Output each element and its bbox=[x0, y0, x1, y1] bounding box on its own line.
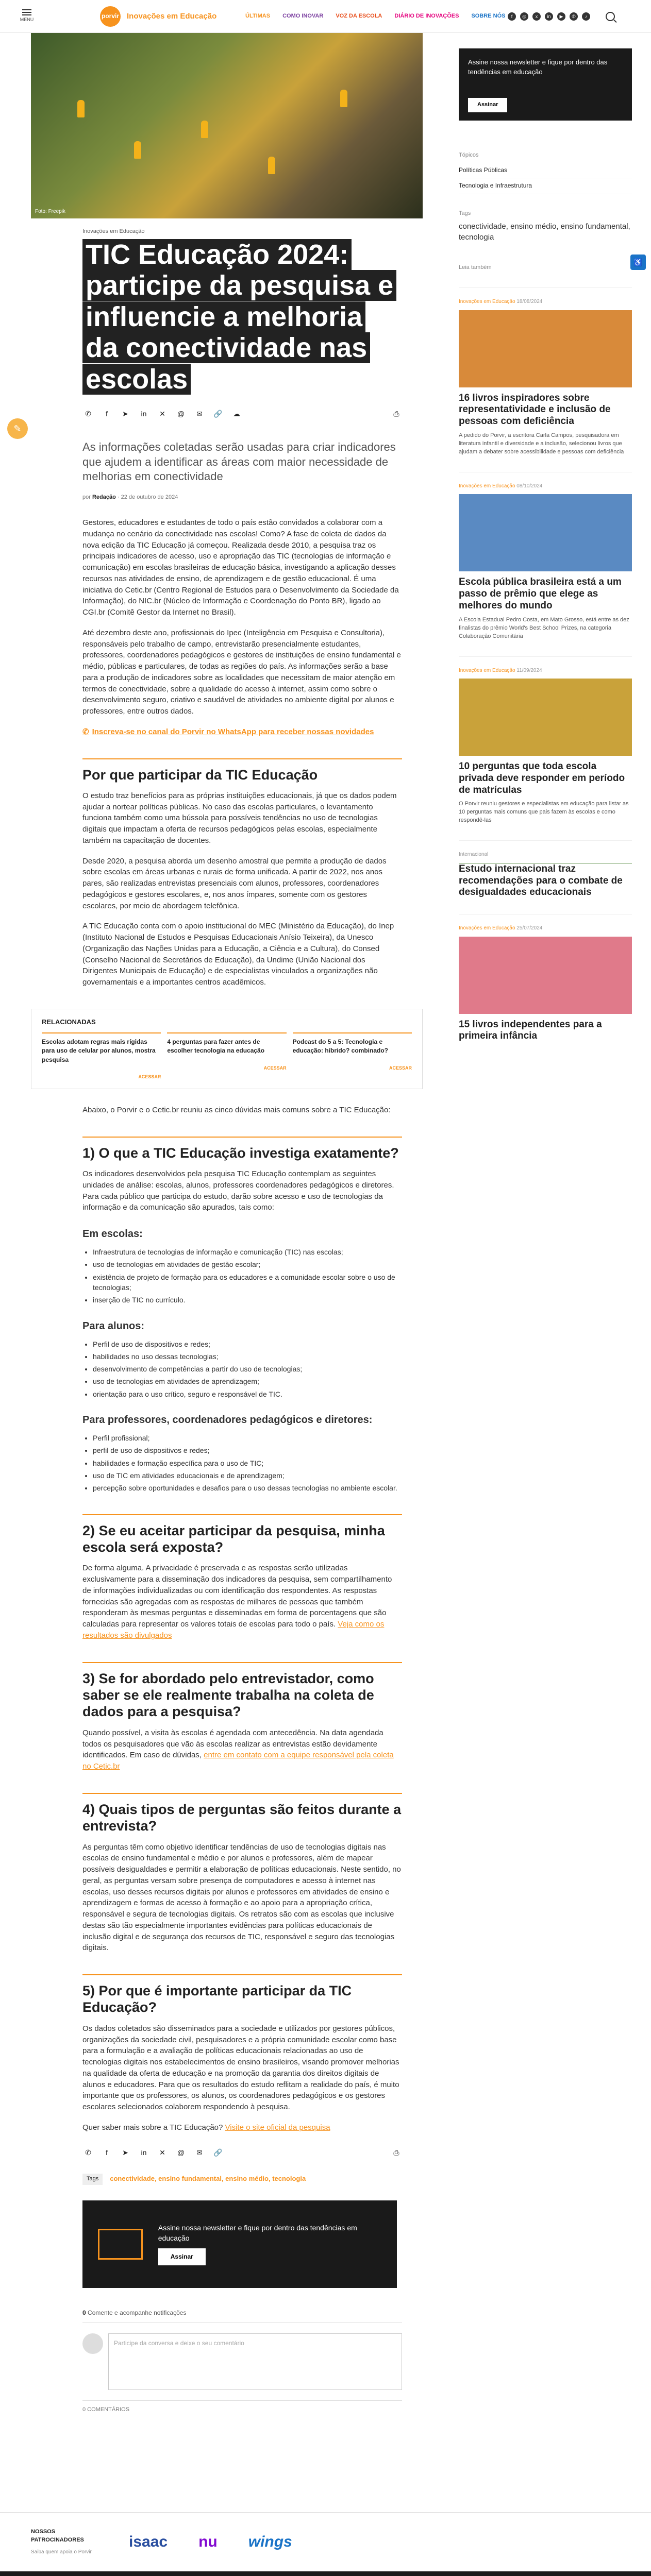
paragraph: Gestores, educadores e estudantes de todo o país estão convidados a colaborar com a mudança no cenário da conectividade nas escolas! Como? A fase de coleta de dados da nova edição da TIC Educação já começou. Realizada desde 2010, a pesquisa traz os principais indicadores de acesso, uso e apropriação das TIC (tecnologias de informação e comunicação) em escolas brasileiras de educação básica, investigando a aplicação desses recursos nas atividades de ensino, de aprendizagem e de gestão educacional. É uma iniciativa do Cetic.br (Centro Regional de Estudos para o Desenvolvimento da Sociedade da Informação), do NIC.br (Núcleo de Informação e Coordenação do Ponto BR), ligado ao CGI.br (Comitê Gestor da Internet no Brasil). bbox=[82, 518, 399, 617]
print-icon[interactable]: ⎙ bbox=[393, 2148, 399, 2157]
question-heading: 3) Se for abordado pelo entrevistador, como saber se ele realmente trabalha na coleta de dados para a pesquisa? bbox=[82, 1662, 402, 1720]
paragraph: Até dezembro deste ano, profissionais do Ipec (Inteligência em Pesquisa e Consultoria), responsáveis pelo trabalho de campo, entrevistarão presencialmente estudantes, professores, coordenadores pedagógicos e gestores de instituições de ensino fundamental e médio, públicas e particulares, de todas as regiões do país. As informações serão a base para a produção de indicadores sobre as localidades que necessitam de maior atenção em termos de conectividade, sobre a qualidade do acesso à internet, assim como sobre o desenvolvimento seguro, criativo e saudável de atividades no ambiente digital por alunos e professores, entre outros dados. bbox=[82, 628, 401, 716]
news-title[interactable]: 16 livros inspiradores sobre representatividade e inclusão de pessoas com deficiência bbox=[459, 392, 611, 427]
sidebar-newsletter: Assine nossa newsletter e fique por dentro das tendências em educação Assinar bbox=[459, 48, 632, 121]
x-icon[interactable]: x bbox=[532, 12, 541, 21]
sidebar-news-item[interactable]: Internacional Estudo internacional traz recomendações para o combate de desigualdades educacionais bbox=[459, 840, 632, 899]
facebook-icon[interactable]: f bbox=[508, 12, 516, 21]
sponsor-logo[interactable]: wings bbox=[248, 2533, 292, 2551]
whatsapp-share-icon[interactable]: ✆ bbox=[85, 410, 91, 418]
news-title[interactable]: Estudo internacional traz recomendações para o combate de desigualdades educacionais bbox=[459, 863, 623, 898]
sidebar bbox=[459, 33, 632, 2419]
nav-voz-da-escola[interactable]: VOZ DA ESCOLA bbox=[336, 12, 382, 19]
top-nav bbox=[245, 12, 505, 21]
facebook-share-icon[interactable]: f bbox=[106, 2148, 108, 2157]
question-heading: 1) O que a TIC Educação investiga exatamente? bbox=[82, 1137, 402, 1161]
sidebar-tags-label: Tags bbox=[459, 210, 471, 216]
article-title: TIC Educação 2024: participe da pesquisa e influencie a melhoria da conectividade nas escolas bbox=[82, 239, 402, 395]
sponsors-label: NOSSOS PATROCINADORES Saiba quem apoia o Porvir bbox=[31, 2528, 92, 2555]
section-heading: Por que participar da TIC Educação bbox=[82, 758, 402, 783]
hamburger-icon bbox=[22, 9, 31, 15]
envelope-icon bbox=[98, 2229, 143, 2260]
newsletter-text: Assine nossa newsletter e fique por dentro das tendências em educação bbox=[158, 2223, 357, 2242]
linkedin-icon[interactable]: in bbox=[545, 12, 553, 21]
whatsapp-icon[interactable]: ✆ bbox=[570, 12, 578, 21]
sidebar-news-item[interactable]: Inovações em Educação 25/07/2024 15 livros independentes para a primeira infância bbox=[459, 914, 632, 1042]
search-icon[interactable] bbox=[606, 12, 615, 21]
paragraph: Quer saber mais sobre a TIC Educação? Visite o site oficial da pesquisa bbox=[82, 2123, 330, 2132]
paragraph: Desde 2020, a pesquisa aborda um desenho amostral que permite a produção de dados sobre escolas em áreas urbanas e rurais de forma unificada. A partir de 2022, nos anos pares, são realizadas entrevistas presenciais com alunos, professores, coordenadores pedagógicos e gestores escolares, e, nos anos ímpares, somente com os gestores escolares, por meio de abordagem telefônica. bbox=[82, 856, 387, 910]
nav-sobre[interactable]: SOBRE NÓS bbox=[471, 12, 506, 19]
topic-item[interactable]: Tecnologia e Infraestrutura bbox=[459, 178, 632, 194]
article bbox=[31, 33, 423, 2419]
paragraph: As perguntas têm como objetivo identificar tendências de uso de tecnologias digitais nas escolas de ensino fundamental e médio e por alunos e professores, além de mapear possíveis desigualdades e permitir a elaboração de políticas educacionais. Neste sentido, no geral, as perguntas versam sobre presença de computadores e acesso à internet nas escolas, uso desses recursos digitais por alunos e professores em atividades de ensino e aprendizagem e formas de acesso à formação e ao apoio para a apropriação crítica, responsável e segura de tecnologias digitais. Os retratos são com as escolas que inclusive destas são tão especialmente importantes evidências para políticas educacionais de inclusão digital e de segurança dos recursos de TIC, responsável e seguro das tecnologias digitais. bbox=[82, 1842, 401, 1953]
results-link[interactable]: Veja como os resultados são divulgados bbox=[82, 1620, 385, 1640]
paragraph: Os dados coletados são disseminados para a sociedade e utilizados por gestores públicos, organizações da sociedade civil, pesquisadores e a própria comunidade escolar como base para a formulação e a avaliação de políticas educacionais relacionadas ao uso de tecnologias digitais nos estabelecimentos de ensino brasileiros, visando promover melhorias na qualidade da oferta de educação e na promoção da garantia dos direitos digitais de alunos e educadores. Para que os resultados do estudo reflitam a realidade do país, é muito importante que os professores, os alunos, os coordenadores pedagógicos e os gestores escolares selecionados colaborem respondendo à pesquisa. bbox=[82, 2024, 399, 2112]
facebook-share-icon[interactable]: f bbox=[106, 410, 108, 418]
telegram-share-icon[interactable]: ➤ bbox=[122, 410, 128, 418]
sponsor-logo[interactable]: nu bbox=[198, 2533, 218, 2551]
news-desc: O Porvir reuniu gestores e especialistas em educação para listar as 10 perguntas mais comuns que pais fazem às escolas e como respondê-las bbox=[459, 801, 629, 824]
author[interactable]: Redação bbox=[92, 494, 116, 501]
paragraph: Quando possível, a visita às escolas é agendada com antecedência. Na data agendada todos os pesquisadores que vão às escolas realizar as entrevistas estão devidamente identificados. Em caso de dúvidas, entre em contato com a equipe responsável pela coleta no Cetic.br bbox=[82, 1728, 394, 1771]
news-title[interactable]: Escola pública brasileira está a um passo de prêmio que elege as melhores do mundo bbox=[459, 577, 622, 611]
comments-title: 0 Comente e acompanhe notificações bbox=[82, 2309, 402, 2323]
article-lead: As informações coletadas serão usadas para criar indicadores que ajudem a identificar as áreas com maior necessidade de melhorias em conectividade bbox=[82, 440, 396, 483]
article-kicker[interactable]: Inovações em Educação bbox=[82, 228, 145, 234]
sponsor-logo[interactable]: isaac bbox=[129, 2533, 168, 2551]
threads-share-icon[interactable]: @ bbox=[177, 410, 185, 418]
related-label: RELACIONADAS bbox=[42, 1018, 96, 1026]
bluesky-share-icon[interactable]: ☁ bbox=[233, 410, 240, 418]
site-header bbox=[0, 0, 651, 33]
youtube-icon[interactable]: ▶ bbox=[557, 12, 565, 21]
comment-input[interactable]: Participe da conversa e deixe o seu comentário bbox=[108, 2333, 402, 2390]
paragraph: Os indicadores desenvolvidos pela pesquisa TIC Educação contemplam as seguintes unidades de análise: escolas, alunos, professores coordenadores pedagógicos e diretores. Para cada público que participa do estudo, darão sobre acesso e uso de tecnologias da informação e da comunicação são apurados, tais como: bbox=[82, 1170, 394, 1212]
schools-list bbox=[93, 1247, 402, 1305]
paragraph: Abaixo, o Porvir e o Cetic.br reuniu as cinco dúvidas mais comuns sobre a TIC Educação: bbox=[82, 1105, 391, 1114]
news-thumbnail[interactable] bbox=[459, 310, 632, 387]
list-item: • percepção sobre oportunidades e desafios para o uso dessas tecnologias no ambiente escolar. bbox=[93, 1483, 402, 1493]
paragraph: A TIC Educação conta com o apoio institucional do MEC (Ministério da Educação), do Inep (Instituto Nacional de Estudos e Pesquisas Educacionais Anísio Teixeira), da Unesco (Organização das Nações Unidas para a Educação, a Ciência e a Cultura), do Consed (Conselho Nacional de Secretários de Educação), da Undime (União Nacional dos Dirigentes Municipais de Educação) e de especialistas vinculados a organizações não governamentais e a importantes centros acadêmicos. bbox=[82, 922, 394, 987]
list-item: • uso de TIC em atividades educacionais e de aprendizagem; bbox=[93, 1470, 402, 1481]
threads-share-icon[interactable]: @ bbox=[177, 2148, 185, 2157]
tags-list[interactable]: conectividade, ensino fundamental, ensino médio, tecnologia bbox=[110, 2175, 306, 2183]
news-title[interactable]: 10 perguntas que toda escola privada deve responder em período de matrículas bbox=[459, 761, 625, 795]
list-heading: Para professores, coordenadores pedagógicos e diretores: bbox=[82, 1414, 373, 1426]
list-item: • desenvolvimento de competências a partir do uso de tecnologias; bbox=[93, 1364, 402, 1374]
hero-image bbox=[31, 33, 423, 218]
tiktok-icon[interactable]: ♪ bbox=[582, 12, 590, 21]
list-item: • Infraestrutura de tecnologias de informação e comunicação (TIC) nas escolas; bbox=[93, 1247, 402, 1257]
menu-button[interactable]: MENU bbox=[15, 9, 38, 23]
linkedin-share-icon[interactable]: in bbox=[141, 2148, 147, 2157]
list-item: • inserção de TIC no currículo. bbox=[93, 1295, 402, 1305]
page-content bbox=[0, 33, 651, 2419]
whatsapp-channel-link[interactable]: ✆ Inscreva-se no canal do Porvir no WhatsApp para receber nossas novidades bbox=[82, 726, 402, 738]
sidebar-tags[interactable]: conectividade, ensino médio, ensino fundamental, tecnologia bbox=[459, 222, 630, 242]
byline: por Redação · 22 de outubro de 2024 bbox=[82, 494, 178, 501]
comments-section bbox=[82, 2309, 402, 2419]
email-share-icon[interactable]: ✉ bbox=[196, 410, 203, 418]
list-heading: Em escolas: bbox=[82, 1228, 143, 1240]
section-title[interactable]: Inovações em Educação bbox=[127, 11, 217, 21]
news-desc: A pedido do Porvir, a escritora Carla Campos, pesquisadora em literatura infantil e diversidade e a inclusão, selecionou livros que ajudam a debater sobre acessibilidade e pessoas com deficiência bbox=[459, 432, 624, 455]
question-heading: 2) Se eu aceitar participar da pesquisa, minha escola será exposta? bbox=[82, 1514, 402, 1556]
sidebar-news-item[interactable]: Inovações em Educação 18/08/2024 16 livros inspiradores sobre representatividade e inclusão de pessoas com deficiência A pedido do Porvir, a escritora Carla Campos, pesquisadora em literatura infantil e diversidade e a inclusão, selecionou livros que ajudam a debater sobre acessibilidade e pessoas com deficiência bbox=[459, 287, 632, 456]
share-bar-bottom bbox=[82, 2147, 423, 2158]
copy-link-icon[interactable]: 🔗 bbox=[213, 410, 223, 418]
comment-count: 0 COMENTÁRIOS bbox=[82, 2400, 402, 2419]
question-heading: 4) Quais tipos de perguntas são feitos durante a entrevista? bbox=[82, 1793, 402, 1835]
x-share-icon[interactable]: ✕ bbox=[159, 2148, 165, 2157]
news-thumbnail[interactable] bbox=[459, 494, 632, 571]
sponsors bbox=[0, 2512, 651, 2571]
list-item: • habilidades e formação específica para o uso de TIC; bbox=[93, 1458, 402, 1468]
whatsapp-icon: ✆ bbox=[82, 727, 89, 736]
porvir-logo[interactable]: porvir bbox=[100, 6, 121, 27]
topic-item[interactable]: Políticas Públicas bbox=[459, 163, 632, 178]
list-heading: Para alunos: bbox=[82, 1320, 145, 1332]
accessibility-icon[interactable]: ♿ bbox=[630, 255, 646, 270]
whatsapp-share-icon[interactable]: ✆ bbox=[85, 2148, 91, 2157]
subscribe-button[interactable]: Assinar bbox=[158, 2248, 206, 2265]
tags-label: Tags bbox=[82, 2174, 103, 2185]
news-title[interactable]: 15 livros independentes para a primeira infância bbox=[459, 1019, 602, 1042]
paragraph: De forma alguma. A privacidade é preservada e as respostas serão utilizadas exclusivamente para a disseminação dos indicadores da pesquisa, sem compartilhamento de informações individualizadas ou com identificação dos respondentes. As respostas fornecidas são agregadas com as respostas de milhares de pessoas que também responderam às mesmas perguntas e disseminadas em forma de porcentagens que são calculadas para representar os valores totais de escolas para todo o país. Veja como os resultados são divulgados bbox=[82, 1564, 392, 1640]
social-links bbox=[508, 12, 590, 21]
paragraph: O estudo traz benefícios para as próprias instituições educacionais, já que os dados podem ajudar a nortear políticas públicas. No caso das escolas particulares, o levantamento funciona também como uma bússola para possíveis tendências no uso de tecnologias digitais que impactam a oferta de recursos pedagógicos pelas escolas, especialmente também na capacitação de docentes. bbox=[82, 791, 397, 845]
avatar bbox=[82, 2333, 103, 2354]
news-thumbnail[interactable] bbox=[459, 679, 632, 756]
telegram-share-icon[interactable]: ➤ bbox=[122, 2148, 128, 2157]
question-heading: 5) Por que é importante participar da TIC Educação? bbox=[82, 1974, 402, 2016]
linkedin-share-icon[interactable]: in bbox=[141, 410, 147, 418]
sidebar-news-item[interactable]: Inovações em Educação 08/10/2024 Escola pública brasileira está a um passo de prêmio que elege as melhores do mundo A Escola Estadual Pedro Costa, em Mato Grosso, está entre as dez finalistas do prêmio World's Best School Prizes, na categoria Colaboração Comunitária bbox=[459, 472, 632, 641]
article-body bbox=[82, 517, 402, 988]
list-item: • uso de tecnologias em atividades de aprendizagem; bbox=[93, 1376, 402, 1386]
read-also-label: Leia também bbox=[459, 264, 492, 271]
x-share-icon[interactable]: ✕ bbox=[159, 410, 165, 418]
list-item: • Perfil de uso de dispositivos e redes; bbox=[93, 1339, 402, 1349]
print-icon[interactable]: ⎙ bbox=[393, 410, 399, 418]
list-item: • uso de tecnologias em atividades de gestão escolar; bbox=[93, 1259, 402, 1269]
nav-ultimas[interactable]: ÚLTIMAS bbox=[245, 12, 271, 19]
instagram-icon[interactable]: ◎ bbox=[520, 12, 528, 21]
related-articles bbox=[31, 1009, 423, 1089]
list-item: • habilidades no uso dessas tecnologias; bbox=[93, 1351, 402, 1362]
article-tags bbox=[82, 2174, 402, 2185]
image-caption: Foto: Freepik bbox=[35, 208, 65, 214]
students-list bbox=[93, 1339, 402, 1399]
list-item: • existência de projeto de formação para os educadores e a comunidade escolar sobre o uso de tecnologias; bbox=[93, 1272, 402, 1293]
article-body-faq bbox=[82, 1105, 402, 2133]
news-desc: A Escola Estadual Pedro Costa, em Mato Grosso, está entre as dez finalistas do prêmio World's Best School Prizes, na categoria Colaboração Comunitária bbox=[459, 616, 629, 639]
list-item: • orientação para o uso crítico, seguro e responsável de TIC. bbox=[93, 1389, 402, 1399]
email-share-icon[interactable]: ✉ bbox=[196, 2148, 203, 2157]
official-site-link[interactable]: Visite o site oficial da pesquisa bbox=[225, 2123, 330, 2132]
sidebar-news-item[interactable]: Inovações em Educação 11/09/2024 10 perguntas que toda escola privada deve responder em período de matrículas O Porvir reuniu gestores e especialistas em educação para listar as 10 perguntas mais comuns que pais fazem às escolas e como respondê-las bbox=[459, 656, 632, 825]
teachers-list bbox=[93, 1433, 402, 1493]
news-thumbnail[interactable] bbox=[459, 937, 632, 1014]
newsletter-box bbox=[82, 2200, 397, 2288]
nav-diario[interactable]: DIÁRIO DE INOVAÇÕES bbox=[394, 12, 459, 19]
nav-como-inovar[interactable]: COMO INOVAR bbox=[282, 12, 324, 19]
share-bar bbox=[82, 408, 423, 419]
copy-link-icon[interactable]: 🔗 bbox=[213, 2148, 223, 2157]
list-item: • perfil de uso de dispositivos e redes; bbox=[93, 1445, 402, 1455]
publish-date: 22 de outubro de 2024 bbox=[121, 494, 178, 501]
contact-link[interactable]: entre em contato com a equipe responsável pela coleta no Cetic.br bbox=[82, 1751, 394, 1771]
sidebar-subscribe-button[interactable]: Assinar bbox=[468, 98, 507, 112]
related-card[interactable]: Escolas adotam regras mais rígidas para uso de celular por alunos, mostra pesquisa ACESSAR bbox=[42, 1032, 161, 1080]
topics-label: Tópicos bbox=[459, 152, 479, 158]
related-card[interactable]: 4 perguntas para fazer antes de escolher tecnologia na educação ACESSAR bbox=[167, 1032, 286, 1080]
notes-float-icon[interactable]: ✎ bbox=[7, 418, 28, 439]
site-footer bbox=[0, 2571, 651, 2576]
list-item: • Perfil profissional; bbox=[93, 1433, 402, 1443]
related-card[interactable]: Podcast do 5 a 5: Tecnologia e educação: híbrido? combinado? ACESSAR bbox=[293, 1032, 412, 1080]
